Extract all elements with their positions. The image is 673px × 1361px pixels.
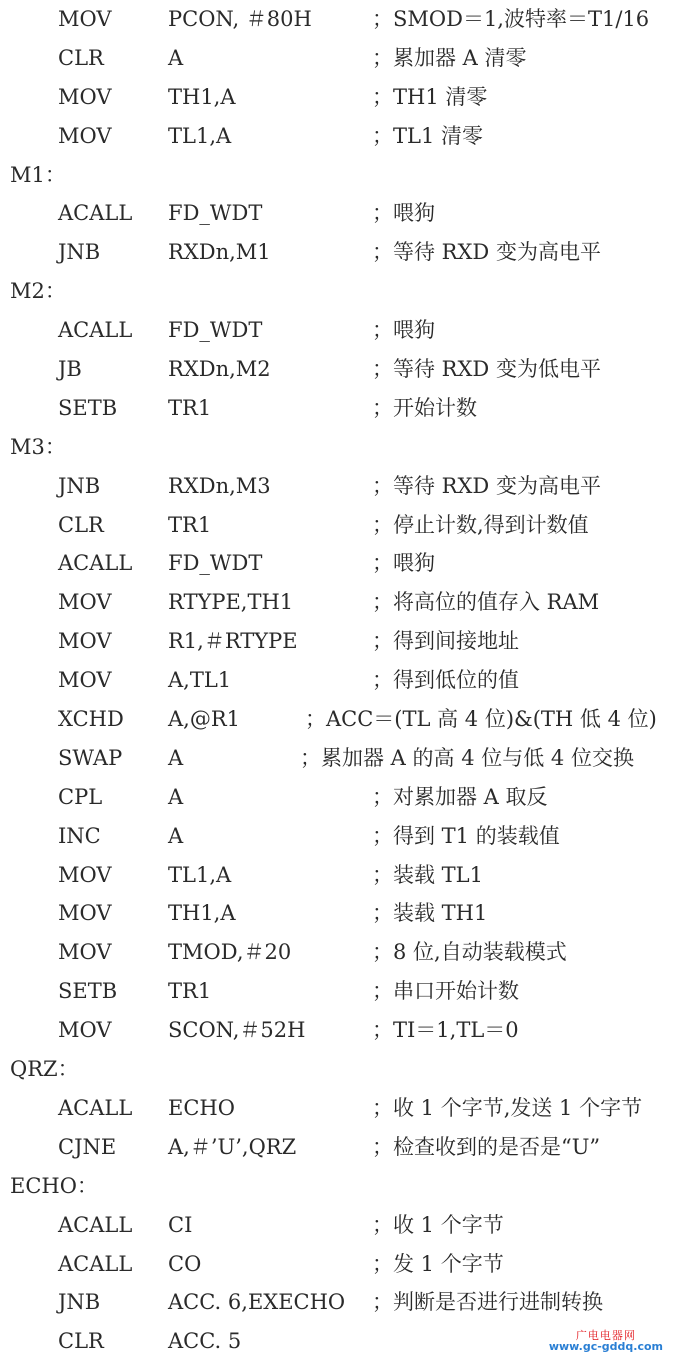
code-instruction-line bbox=[0, 1206, 673, 1245]
opcode: CPL bbox=[58, 784, 103, 809]
code-instruction-line bbox=[0, 467, 673, 506]
operand: A bbox=[168, 784, 184, 809]
code-instruction-line bbox=[0, 117, 673, 156]
opcode: JB bbox=[58, 357, 82, 382]
operand: TH1,A bbox=[168, 901, 236, 926]
comment: ；TH1 清零 bbox=[372, 84, 488, 109]
code-instruction-line bbox=[0, 1011, 673, 1050]
opcode: MOV bbox=[58, 901, 112, 926]
opcode: MOV bbox=[58, 862, 112, 887]
code-instruction-line bbox=[0, 506, 673, 545]
operand: RXDn,M1 bbox=[168, 240, 271, 265]
code-instruction-line bbox=[0, 1245, 673, 1284]
opcode: XCHD bbox=[58, 707, 124, 732]
code-instruction-line bbox=[0, 1283, 673, 1322]
comment: ；停止计数,得到计数值 bbox=[372, 512, 589, 537]
opcode: SWAP bbox=[58, 745, 123, 770]
operand: FD_WDT bbox=[168, 318, 263, 343]
code-instruction-line bbox=[0, 311, 673, 350]
code-instruction-line bbox=[0, 233, 673, 272]
code-instruction-line bbox=[0, 856, 673, 895]
code-label-line bbox=[0, 428, 673, 467]
opcode: ACALL bbox=[58, 201, 133, 226]
operand: FD_WDT bbox=[168, 551, 263, 576]
comment: ；串口开始计数 bbox=[372, 979, 519, 1004]
operand: TH1,A bbox=[168, 84, 236, 109]
code-instruction-line bbox=[0, 778, 673, 817]
code-instruction-line bbox=[0, 389, 673, 428]
comment: ；ACC＝(TL 高 4 位)&(TH 低 4 位) bbox=[305, 707, 657, 732]
comment: ；等待 RXD 变为高电平 bbox=[372, 240, 601, 265]
opcode: CJNE bbox=[58, 1134, 117, 1159]
comment: ；得到间接地址 bbox=[372, 629, 519, 654]
code-instruction-line bbox=[0, 39, 673, 78]
comment: ；TL1 清零 bbox=[372, 123, 483, 148]
comment: ；SMOD＝1,波特率＝T1/16 bbox=[372, 7, 650, 31]
opcode: ACALL bbox=[58, 1095, 133, 1120]
operand: A bbox=[168, 823, 184, 848]
operand: A bbox=[168, 745, 184, 770]
opcode: MOV bbox=[58, 123, 112, 148]
opcode: SETB bbox=[58, 395, 118, 420]
opcode: MOV bbox=[58, 668, 112, 693]
code-instruction-line bbox=[0, 622, 673, 661]
code-instruction-line bbox=[0, 544, 673, 583]
operand: A bbox=[168, 45, 184, 70]
operand: A,＃’U’,QRZ bbox=[168, 1134, 297, 1159]
code-label-line bbox=[0, 272, 673, 311]
operand: RXDn,M3 bbox=[168, 473, 271, 498]
comment: ；将高位的值存入 RAM bbox=[372, 590, 600, 615]
code-instruction-line bbox=[0, 1089, 673, 1128]
opcode: SETB bbox=[58, 979, 118, 1004]
comment: ；累加器 A 的高 4 位与低 4 位交换 bbox=[300, 745, 634, 770]
comment: ；对累加器 A 取反 bbox=[372, 784, 548, 809]
code-instruction-line bbox=[0, 894, 673, 933]
code-label-line bbox=[0, 156, 673, 195]
operand: TR1 bbox=[168, 512, 212, 537]
operand: ACC. 6,EXECHO bbox=[168, 1290, 346, 1315]
opcode: JNB bbox=[58, 240, 101, 265]
code-instruction-line bbox=[0, 0, 673, 39]
operand: A,@R1 bbox=[168, 707, 241, 732]
watermark-site-name: 广电电器网 bbox=[575, 1328, 636, 1342]
operand: R1,＃RTYPE bbox=[168, 629, 298, 654]
comment: ；装载 TH1 bbox=[372, 901, 488, 926]
opcode: ACALL bbox=[58, 1251, 133, 1276]
operand: RXDn,M2 bbox=[168, 357, 271, 382]
code-instruction-line bbox=[0, 739, 673, 778]
label-text: QRZ： bbox=[10, 1057, 79, 1082]
comment: ；收 1 个字节 bbox=[372, 1212, 504, 1237]
operand: ACC. 5 bbox=[168, 1329, 242, 1354]
operand: CI bbox=[168, 1212, 193, 1237]
opcode: ACALL bbox=[58, 1212, 133, 1237]
code-label-line bbox=[0, 1167, 673, 1206]
opcode: CLR bbox=[58, 512, 104, 537]
operand: ECHO bbox=[168, 1095, 235, 1120]
code-label-line bbox=[0, 1050, 673, 1089]
operand: CO bbox=[168, 1251, 202, 1276]
code-instruction-line bbox=[0, 350, 673, 389]
opcode: CLR bbox=[58, 45, 104, 70]
code-instruction-line bbox=[0, 1128, 673, 1167]
opcode: MOV bbox=[58, 629, 112, 654]
code-instruction-line bbox=[0, 700, 673, 739]
comment: ；收 1 个字节,发送 1 个字节 bbox=[372, 1095, 643, 1120]
code-instruction-line bbox=[0, 583, 673, 622]
label-text: M3： bbox=[10, 434, 66, 459]
opcode: ACALL bbox=[58, 318, 133, 343]
operand: PCON, ＃80H bbox=[168, 7, 312, 31]
watermark-url: www.gc-gddq.com bbox=[548, 1340, 663, 1354]
comment: ；得到低位的值 bbox=[372, 668, 519, 693]
comment: ；喂狗 bbox=[372, 201, 435, 226]
comment: ；装载 TL1 bbox=[372, 862, 483, 887]
opcode: MOV bbox=[58, 7, 112, 31]
code-instruction-line bbox=[0, 661, 673, 700]
comment: ；等待 RXD 变为低电平 bbox=[372, 357, 601, 382]
comment: ；发 1 个字节 bbox=[372, 1251, 504, 1276]
comment: ；累加器 A 清零 bbox=[372, 45, 527, 70]
comment: ；喂狗 bbox=[372, 551, 435, 576]
opcode: MOV bbox=[58, 590, 112, 615]
code-instruction-line bbox=[0, 817, 673, 856]
label-text: M1： bbox=[10, 162, 66, 187]
comment: ；等待 RXD 变为高电平 bbox=[372, 473, 601, 498]
opcode: ACALL bbox=[58, 551, 133, 576]
opcode: MOV bbox=[58, 1018, 112, 1043]
operand: TR1 bbox=[168, 979, 212, 1004]
opcode: JNB bbox=[58, 473, 101, 498]
site-watermark bbox=[549, 1330, 663, 1353]
label-text: ECHO： bbox=[10, 1173, 98, 1198]
opcode: MOV bbox=[58, 84, 112, 109]
operand: TR1 bbox=[168, 395, 212, 420]
code-instruction-line bbox=[0, 78, 673, 117]
code-instruction-line bbox=[0, 972, 673, 1011]
opcode: INC bbox=[58, 823, 101, 848]
comment: ；8 位,自动装载模式 bbox=[372, 940, 567, 965]
opcode: MOV bbox=[58, 940, 112, 965]
comment: ；检查收到的是否是“U” bbox=[372, 1134, 601, 1159]
comment: ；开始计数 bbox=[372, 395, 477, 420]
comment: ；判断是否进行进制转换 bbox=[372, 1290, 603, 1315]
code-instruction-line bbox=[0, 933, 673, 972]
operand: A,TL1 bbox=[168, 668, 232, 693]
comment: ；喂狗 bbox=[372, 318, 435, 343]
operand: SCON,＃52H bbox=[168, 1018, 306, 1043]
operand: TL1,A bbox=[168, 123, 232, 148]
code-instruction-line bbox=[0, 194, 673, 233]
opcode: CLR bbox=[58, 1329, 104, 1354]
opcode: JNB bbox=[58, 1290, 101, 1315]
comment: ；得到 T1 的装载值 bbox=[372, 823, 560, 848]
operand: RTYPE,TH1 bbox=[168, 590, 294, 615]
operand: TL1,A bbox=[168, 862, 232, 887]
operand: TMOD,＃20 bbox=[168, 940, 292, 965]
label-text: M2： bbox=[10, 279, 66, 304]
operand: FD_WDT bbox=[168, 201, 263, 226]
comment: ；TI＝1,TL＝0 bbox=[372, 1018, 519, 1043]
